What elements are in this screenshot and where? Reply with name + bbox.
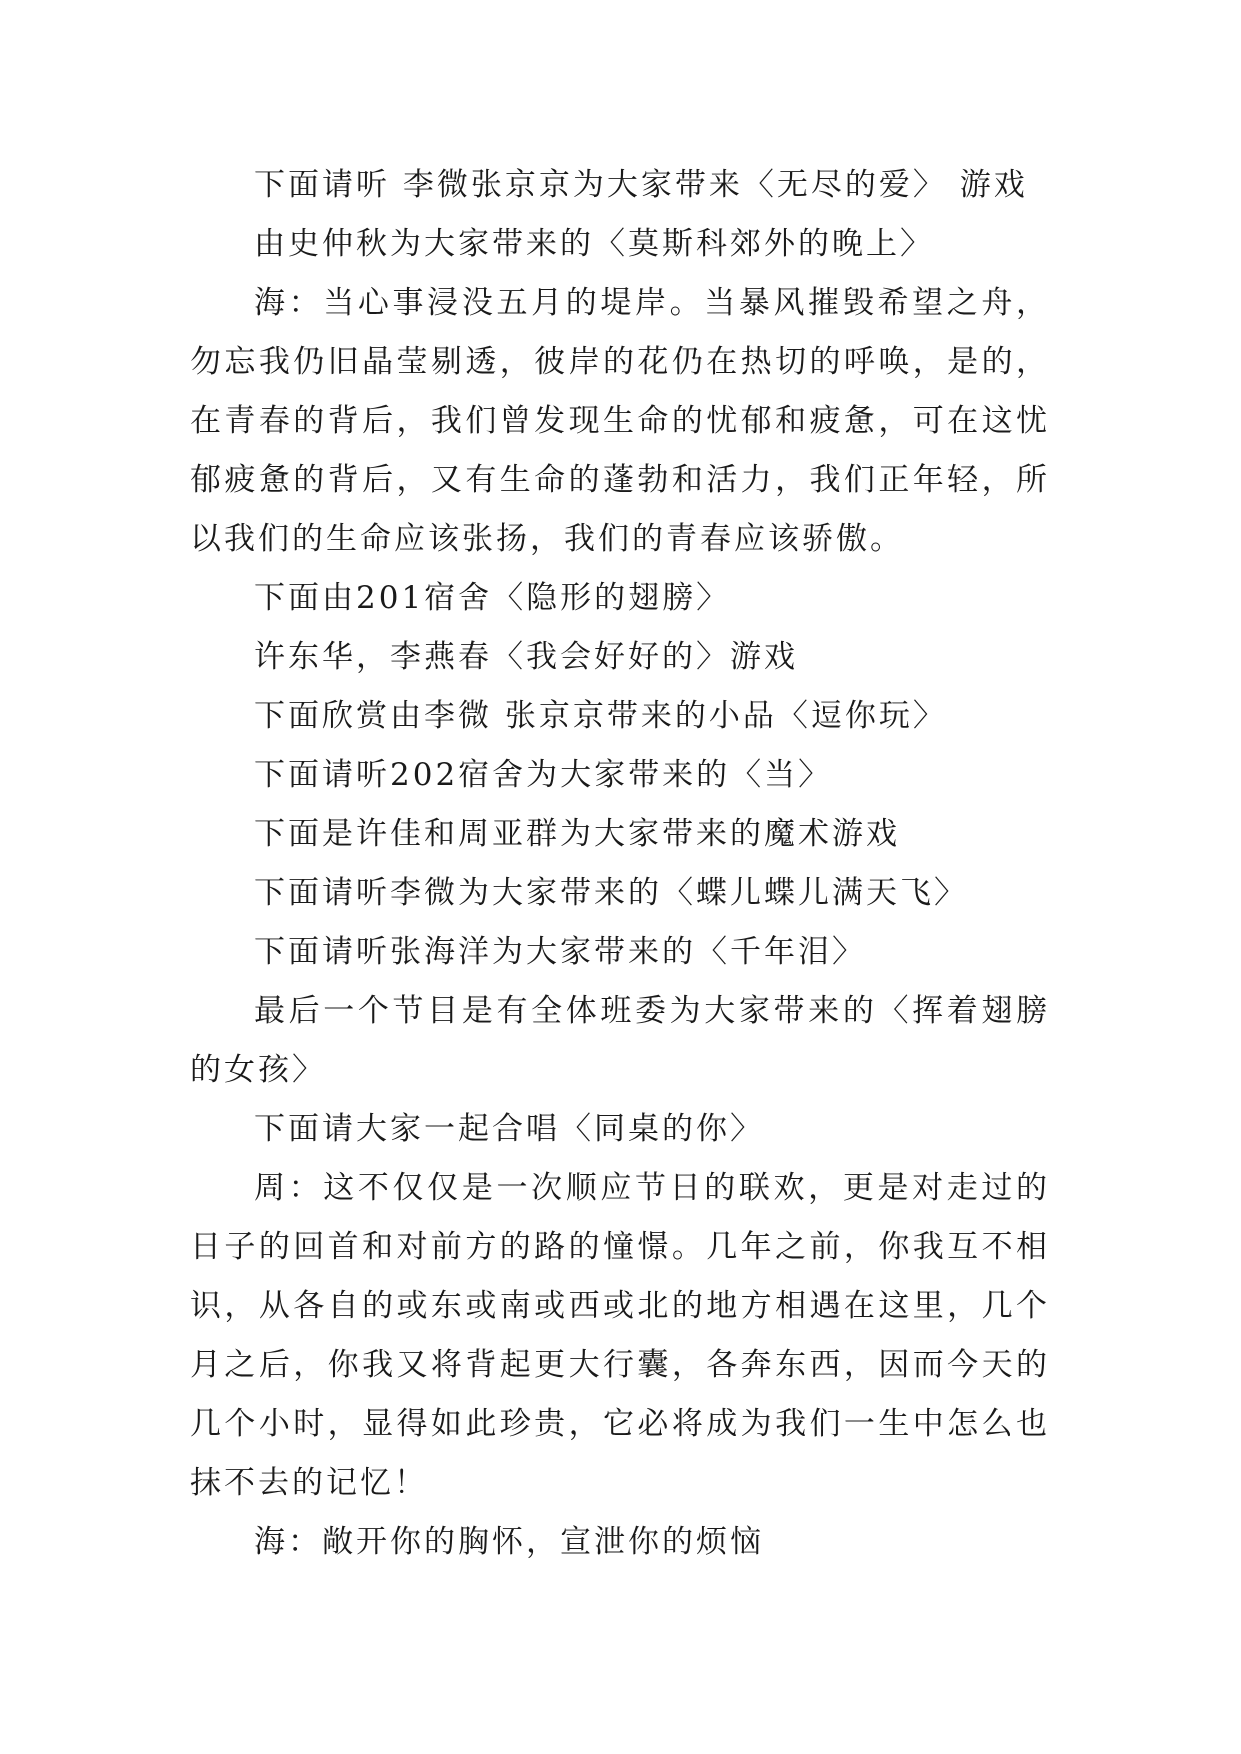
paragraph: 下面请听202宿舍为大家带来的〈当〉 <box>254 757 833 793</box>
paragraph: 下面由201宿舍〈隐形的翅膀〉 <box>254 580 731 616</box>
paragraph: 由史仲秋为大家带来的〈莫斯科郊外的晚上〉 <box>254 226 934 262</box>
paragraph: 下面请大家一起合唱〈同桌的你〉 <box>254 1111 764 1147</box>
paragraph: 许东华，李燕春〈我会好好的〉游戏 <box>254 639 798 675</box>
paragraph: 下面请听张海洋为大家带来的〈千年泪〉 <box>254 934 866 970</box>
paragraph: 下面请听李微为大家带来的〈蝶儿蝶儿满天飞〉 <box>254 875 968 911</box>
paragraph: 下面是许佳和周亚群为大家带来的魔术游戏 <box>254 816 900 852</box>
paragraph: 周：这不仅仅是一次顺应节日的联欢，更是对走过的日子的回首和对前方的路的憧憬。几年之前，你我互不相识，从各自的或东或南或西或北的地方相遇在这里，几个月之后，你我又将背起更大行囊，各奔东西，因而今天的几个小时，显得如此珍贵，它必将成为我们一生中怎么也抹不去的记忆！ <box>190 1170 1050 1501</box>
paragraph: 下面请听 李微张京京为大家带来〈无尽的爱〉 游戏 <box>254 167 1028 203</box>
paragraph: 下面欣赏由李微 张京京带来的小品〈逗你玩〉 <box>254 698 947 734</box>
document-body <box>190 156 1050 1572</box>
paragraph: 海：敞开你的胸怀，宣泄你的烦恼 <box>254 1524 764 1560</box>
paragraph: 海：当心事浸没五月的堤岸。当暴风摧毁希望之舟，勿忘我仍旧晶莹剔透，彼岸的花仍在热切的呼唤，是的，在青春的背后，我们曾发现生命的忧郁和疲惫，可在这忧郁疲惫的背后，又有生命的蓬勃和活力，我们正年轻，所以我们的生命应该张扬，我们的青春应该骄傲。 <box>190 285 1050 557</box>
paragraph: 最后一个节目是有全体班委为大家带来的〈挥着翅膀的女孩〉 <box>190 993 1050 1088</box>
